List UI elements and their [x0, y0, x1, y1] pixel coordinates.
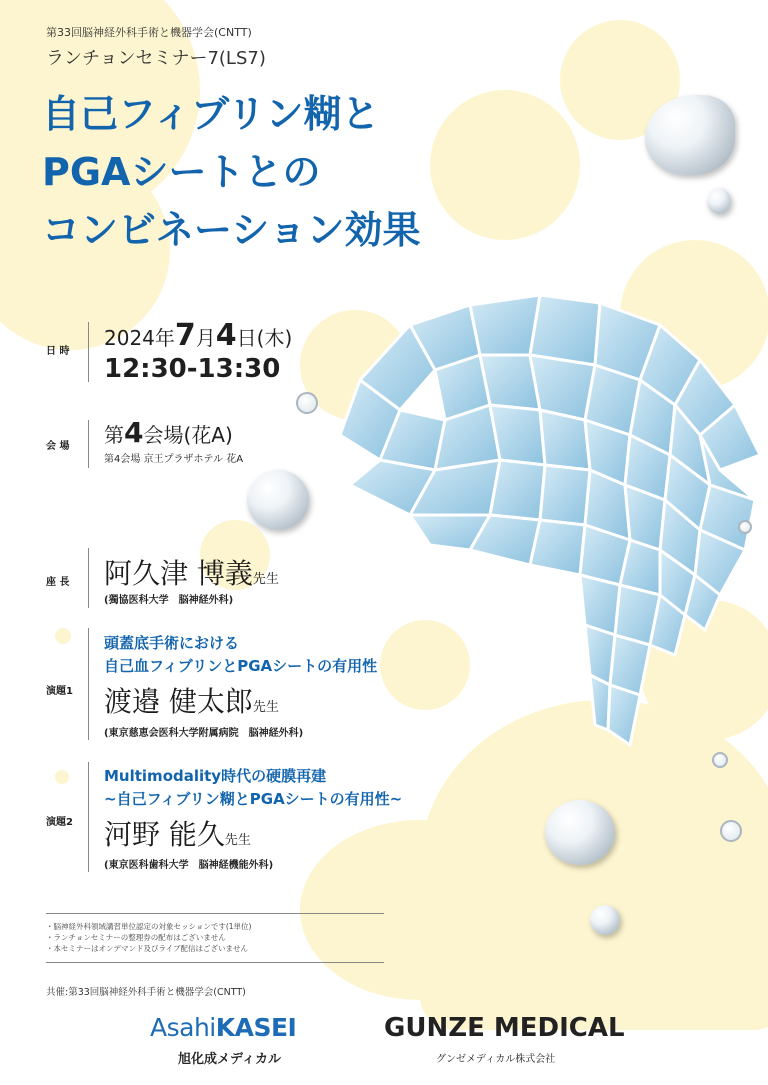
water-drop: [707, 188, 731, 214]
bg-blob: [430, 90, 580, 240]
bg-blob: [55, 770, 69, 784]
water-drop: [738, 520, 752, 534]
talk2-speaker: [104, 813, 251, 853]
bg-blob: [55, 628, 71, 644]
date-month: 7: [174, 318, 196, 353]
water-drop: [720, 820, 742, 842]
event-date: [104, 318, 292, 353]
title-line-1: 自己フィブリン糊と: [42, 92, 380, 136]
seminar-title: [42, 92, 420, 252]
event-time: 12:30-13:30: [104, 354, 281, 384]
notes-rule-bottom: [46, 962, 384, 963]
venue-label: 会 場: [46, 441, 70, 452]
datetime-label: 日 時: [46, 346, 70, 357]
talk2-title-line2: ~自己フィブリン糊とPGAシートの有用性~: [104, 790, 403, 808]
title-line-2: PGAシートとの: [42, 150, 321, 194]
brain-illustration: [340, 285, 768, 765]
water-drop: [296, 392, 318, 414]
chair-name-text: 阿久津 博義: [104, 557, 253, 590]
talk1-honorific: 先生: [252, 700, 279, 715]
talk1-speaker: [104, 680, 279, 720]
notes-rule-top: [46, 913, 384, 914]
date-day: 4: [215, 318, 237, 353]
talk2-title-line1: Multimodality時代の硬膜再建: [104, 767, 327, 785]
water-drop: [590, 905, 620, 935]
venue-hall: [104, 416, 233, 449]
asahi-logo-text-b: KASEI: [215, 1013, 297, 1042]
chair-affiliation: (獨協医科大学 脳神経外科): [104, 595, 234, 606]
asahi-logo-text-a: Asahi: [150, 1013, 216, 1042]
water-drop: [247, 470, 309, 530]
divider: [88, 762, 89, 872]
date-day-unit: 日(木): [236, 326, 293, 350]
water-drop: [545, 800, 615, 865]
bg-blob: [300, 820, 540, 1000]
venue-suffix: 会場(花A): [143, 423, 233, 447]
talk1-speaker-name: 渡邉 健太郎: [104, 685, 253, 718]
gunze-logo: GUNZE MEDICAL: [384, 1013, 625, 1043]
seminar-name: ランチョンセミナー7(LS7): [46, 48, 266, 69]
note-item: ・脳神経外科領域講習単位認定の対象セッションです(1単位): [46, 922, 252, 931]
talk2-affiliation: (東京医科歯科大学 脳神経機能外科): [104, 860, 274, 871]
talk1-title-line1: 頭蓋底手術における: [104, 634, 240, 652]
note-item: ・ランチョンセミナーの整理券の配布はございません: [46, 933, 226, 942]
talk1-affiliation: (東京慈恵会医科大学附属病院 脳神経外科): [104, 728, 304, 739]
water-drop: [712, 752, 728, 768]
chair-name: [104, 552, 279, 592]
cohost-text: 共催:第33回脳神経外科手術と機器学会(CNTT): [46, 987, 246, 998]
title-line-3: コンビネーション効果: [42, 208, 421, 252]
divider: [88, 628, 89, 740]
talk2-honorific: 先生: [224, 833, 251, 848]
chair-honorific: 先生: [252, 572, 279, 587]
notes-box: [46, 921, 251, 954]
asahi-kasei-logo: [150, 1013, 296, 1042]
talk2-label: 演題2: [46, 817, 73, 828]
gunze-sub: グンゼメディカル株式会社: [436, 1054, 556, 1065]
divider: [88, 548, 89, 608]
talk2-speaker-name: 河野 能久: [104, 818, 225, 851]
asahi-kasei-sub: 旭化成メディカル: [178, 1052, 281, 1067]
note-item: ・本セミナーはオンデマンド及びライブ配信はございません: [46, 944, 249, 953]
divider: [88, 420, 89, 468]
divider: [88, 322, 89, 382]
water-drop: [645, 95, 735, 175]
talk1-label: 演題1: [46, 686, 73, 697]
venue-prefix: 第: [104, 423, 124, 447]
chair-label: 座 長: [46, 577, 70, 588]
date-year: 2024年: [104, 326, 175, 350]
date-month-unit: 月: [195, 326, 216, 350]
talk1-title-line2: 自己血フィブリンとPGAシートの有用性: [104, 657, 378, 675]
venue-number: 4: [124, 416, 144, 449]
venue-detail: 第4会場 京王プラザホテル 花A: [104, 454, 244, 465]
society-name: 第33回脳神経外科手術と機器学会(CNTT): [46, 26, 252, 39]
